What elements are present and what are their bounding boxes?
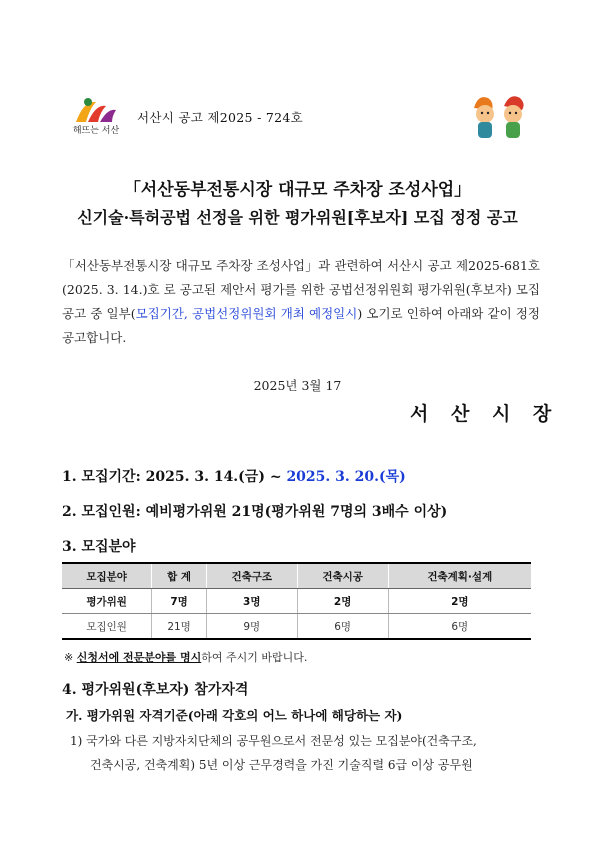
table-cell: 모집인원: [62, 614, 152, 640]
table-note: [64, 649, 307, 665]
section-recruit-period: [62, 466, 406, 486]
mascot-image: [468, 94, 530, 142]
notice-number: 서산시 공고 제2025 - 724호: [137, 110, 304, 125]
table-row: [62, 614, 531, 640]
title-line-2: 신기술·특허공법 선정을 위한 평가위원[후보자] 모집 정정 공고: [77, 208, 518, 227]
body-highlight: 모집기간, 공법선정위원회 개최 예정일시: [135, 306, 358, 321]
table-header: 건축계획·설계: [388, 563, 531, 589]
table-header: 건축구조: [206, 563, 297, 589]
table-header-row: [62, 563, 531, 589]
table-cell: 2명: [388, 589, 531, 614]
section-recruit-count: 2. 모집인원: 예비평가위원 21명(평가위원 7명의 3배수 이상): [62, 504, 448, 520]
recruit-table: [62, 562, 531, 640]
table-header: 건축시공: [297, 563, 388, 589]
table-cell: 7명: [152, 589, 207, 614]
criteria-item-1-line-2: 건축시공, 건축계획) 5년 이상 근무경력을 가진 기술직렬 6급 이상 공무원: [90, 758, 473, 772]
announcement-date: 2025년 3월 17: [253, 378, 342, 393]
table-cell: 9명: [206, 614, 297, 640]
title-line-1: 「서산동부전통시장 대규모 주차장 조성사업」: [123, 180, 472, 200]
issuer-name: 서 산 시 장: [410, 403, 560, 425]
note-suffix: 하여 주시기 바랍니다.: [201, 651, 308, 664]
table-cell: 6명: [297, 614, 388, 640]
sun-logo-icon: [66, 96, 126, 124]
table-header: 모집분야: [62, 563, 152, 589]
section-eligibility: 4. 평가위원(후보자) 참가자격: [62, 682, 249, 698]
city-logo: [66, 96, 128, 140]
note-prefix: ※: [64, 651, 77, 664]
table-cell: 2명: [297, 589, 388, 614]
subsection-criteria: 가. 평가위원 자격기준(아래 각호의 어느 하나에 해당하는 자): [66, 708, 403, 723]
criteria-item-1: [70, 729, 540, 777]
section-recruit-field: 3. 모집분야: [62, 539, 136, 555]
table-cell: 3명: [206, 589, 297, 614]
body-paragraph: [62, 254, 540, 350]
logo-caption: 해뜨는 서산: [72, 126, 120, 136]
section-1-label: 1. 모집기간: 2025. 3. 14.(금) ~: [62, 469, 287, 485]
table-cell: 21명: [152, 614, 207, 640]
body-part-2: ) 오기로 인하여 아래와 같이 정정 공고합니다.: [62, 306, 540, 345]
table-cell: 평가위원: [62, 589, 152, 614]
note-underlined: 신청서에 전문분야를 명시: [76, 651, 202, 664]
table-row: [62, 589, 531, 614]
table-cell: 6명: [388, 614, 531, 640]
body-part-1: 「서산동부전통시장 대규모 주차장 조성사업」과 관련하여 서산시 공고 제2025-681호(2025. 3. 14.)호 로 공고된 제안서 평가를 위한 공법선정위원회 평가위원(후보자) 모집 공고 중 일부(: [62, 258, 540, 321]
table-header: 합 계: [152, 563, 207, 589]
mascot-icon: [468, 94, 530, 142]
section-1-highlight: 2025. 3. 20.(목): [286, 469, 406, 485]
criteria-item-1-line-1: 1) 국가와 다른 지방자치단체의 공무원으로서 전문성 있는 모집분야(건축구조,: [70, 734, 477, 748]
